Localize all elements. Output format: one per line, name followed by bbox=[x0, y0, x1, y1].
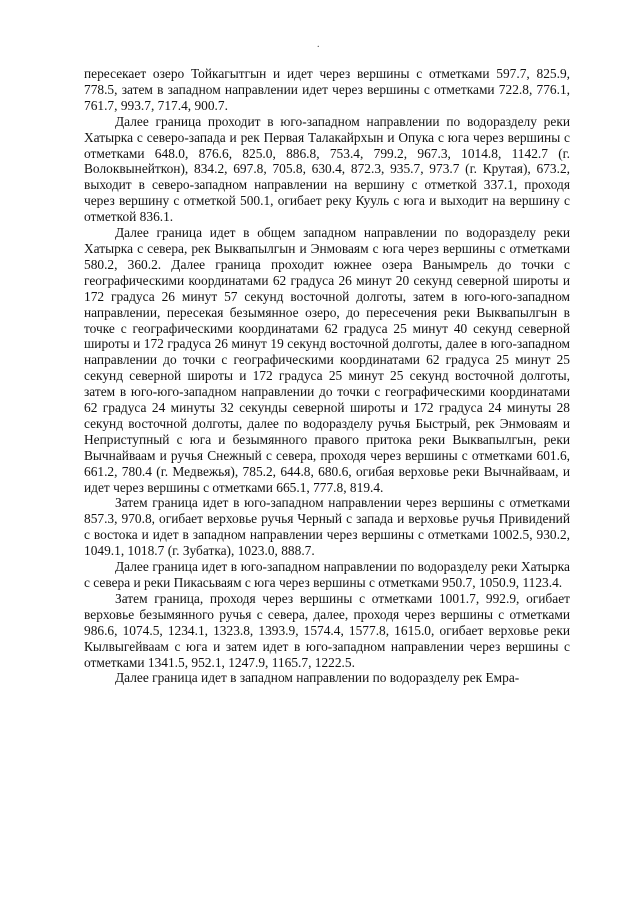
paragraph-5: Далее граница идет в юго-западном направлении по водоразделу реки Хатырка с севера и реки Пикасьваям с юга через вершины с отметками 950.7, 1050.9, 1123.4. bbox=[84, 559, 570, 590]
page-mark: . bbox=[317, 39, 320, 50]
paragraph-3: Далее граница идет в общем западном направлении по водоразделу реки Хатырка с севера, рек Выквапылгын и Энмоваям с юга через вершины с отметками 580.2, 360.2. Далее граница проходит южнее озера Ванымрель до точки с географическими координатами 62 градуса 26 минут 20 секунд северной широты и 172 градуса 26 минут 57 секунд восточной долготы, затем в юго-юго-западном направлении, пересекая безымянное озеро, до пересечения реки Выквапылгын в точке с географическими координатами 62 градуса 25 минут 40 секунд северной широты и 172 градуса 26 минут 19 секунд восточной долготы, далее в юго-западном направлении до точки с географическими координатами 62 градуса 25 минут 25 секунд северной широты и 172 градуса 25 минут 25 секунд восточной долготы, затем в юго-юго-западном направлении до точки с географическими координатами 62 градуса 24 минуты 32 секунды северной широты и 172 градуса 24 минуты 28 секунд восточной долготы, далее по водоразделу ручья Быстрый, рек Энмоваям и Неприступный с юга и безымянного правого притока реки Выквапылгын, реки Вычнайваам и ручья Снежный с севера, проходя через вершины с отметками 601.6, 661.2, 780.4 (г. Медвежья), 785.2, 644.8, 680.6, огибая верховье реки Вычнайваам, и идет через вершины с отметками 665.1, 777.8, 819.4. bbox=[84, 225, 570, 495]
paragraph-6: Затем граница, проходя через вершины с отметками 1001.7, 992.9, огибает верховье безымянного ручья с севера, далее, проходя через вершины с отметками 986.6, 1074.5, 1234.1, 1323.8, 1393.9, 1574.4, 1577.8, 1615.0, огибает верховье реки Кылвыгейваам с юга и затем идет в юго-западном направлении через вершины с отметками 1341.5, 952.1, 1247.9, 1165.7, 1222.5. bbox=[84, 590, 570, 670]
paragraph-2: Далее граница проходит в юго-западном направлении по водоразделу реки Хатырка с северо-запада и рек Первая Талакайрхын и Опука с юга через вершины с отметками 648.0, 876.6, 825.0, 886.8, 753.4, 799.2, 967.3, 1014.8, 1142.7 (г. Волоквынейткон), 834.2, 697.8, 705.8, 630.4, 872.3, 935.7, 973.7 (г. Крутая), 673.2, выходит в северо-западном направлении на вершину с отметкой 337.1, проходя через вершину с отметкой 500.1, огибает реку Кууль с юга и выходит на вершину с отметкой 836.1. bbox=[84, 113, 570, 225]
paragraph-7: Далее граница идет в западном направлении по водоразделу рек Емра- bbox=[115, 670, 520, 686]
document-body bbox=[84, 66, 570, 686]
paragraph-4: Затем граница идет в юго-западном направлении через вершины с отметками 857.3, 970.8, огибает верховье ручья Черный с запада и верховье ручья Привидений с востока и идет в западном направлении через вершины с отметками 1002.5, 930.2, 1049.1, 1018.7 (г. Зубатка), 1023.0, 888.7. bbox=[84, 495, 570, 559]
paragraph-1: пересекает озеро Тойкагытгын и идет через вершины с отметками 597.7, 825.9, 778.5, затем в западном направлении идет через вершины с отметками 722.8, 776.1, 761.7, 993.7, 717.4, 900.7. bbox=[84, 66, 570, 113]
